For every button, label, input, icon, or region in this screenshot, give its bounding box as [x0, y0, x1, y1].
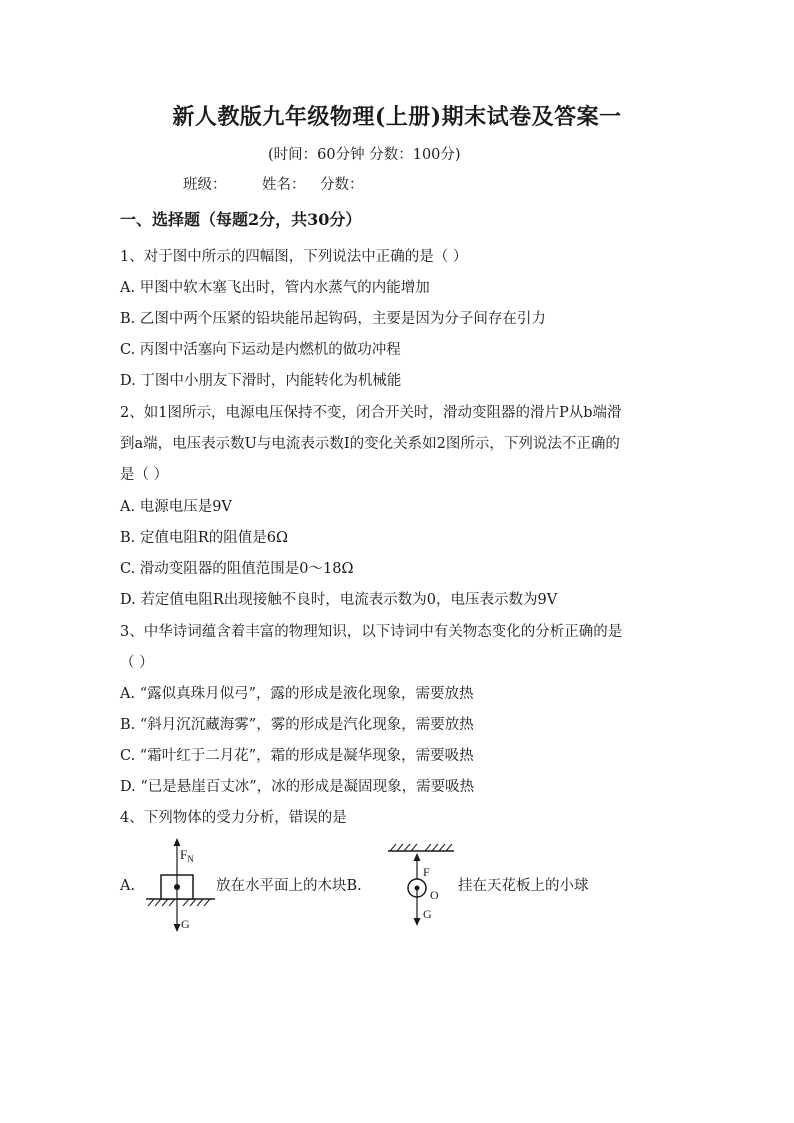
- ball-gravity-arrowhead: [414, 918, 421, 926]
- block-force-diagram: [140, 838, 220, 938]
- section-heading-choice: 一、选择题（每题2分，共30分）: [120, 210, 362, 229]
- q4-stem: 4、下列物体的受力分析，错误的是: [120, 810, 347, 826]
- q1-option-b: B. 乙图中两个压紧的铅块能吊起钩码，主要是因为分子间存在引力: [120, 311, 546, 327]
- normal-force-label: $F_N$: [180, 847, 194, 864]
- q3-stem-line2: （ ）: [120, 655, 154, 671]
- q2-option-c: C. 滑动变阻器的阻值范围是0～18Ω: [120, 561, 354, 577]
- q1-option-a: A. 甲图中软木塞飞出时，管内水蒸气的内能增加: [120, 280, 430, 296]
- q1-stem: 1、对于图中所示的四幅图，下列说法中正确的是（ ）: [120, 249, 468, 265]
- q2-option-b: B. 定值电阻R的阻值是6Ω: [120, 530, 289, 546]
- ball-force-diagram: [382, 842, 462, 932]
- q3-stem-line1: 3、中华诗词蕴含着丰富的物理知识，以下诗词中有关物态变化的分析正确的是: [120, 624, 623, 640]
- name-label: 姓名：: [262, 177, 306, 193]
- q2-option-d: D. 若定值电阻R出现接触不良时，电流表示数为0，电压表示数为9V: [120, 592, 558, 608]
- ceiling-hatching: [390, 844, 452, 851]
- q1-option-d: D. 丁图中小朋友下滑时，内能转化为机械能: [120, 373, 402, 389]
- q2-stem-line1: 2、如1图所示，电源电压保持不变，闭合开关时，滑动变阻器的滑片P从b端滑: [120, 405, 622, 421]
- q3-option-c: C. “霜叶红于二月花”，霜的形成是凝华现象，需要吸热: [120, 748, 474, 764]
- q1-option-c: C. 丙图中活塞向下运动是内燃机的做功冲程: [120, 342, 401, 358]
- q3-option-b: B. “斜月沉沉藏海雾”，雾的形成是汽化现象，需要放热: [120, 717, 474, 733]
- tension-label: F: [423, 865, 430, 879]
- exam-time-score: (时间：60分钟 分数：100分): [268, 147, 461, 163]
- gravity-arrowhead: [174, 924, 181, 932]
- page-title: 新人教版九年级物理(上册)期末试卷及答案一: [172, 104, 622, 130]
- score-label: 分数：: [320, 177, 364, 193]
- tension-arrowhead: [414, 853, 421, 861]
- class-label: 班级：: [183, 177, 227, 193]
- q2-stem-line3: 是（ ）: [120, 467, 169, 483]
- q3-option-a: A. “露似真珠月似弓”，露的形成是液化现象，需要放热: [120, 686, 474, 702]
- normal-force-arrowhead: [174, 838, 181, 846]
- q3-option-d: D. “已是悬崖百丈冰”，冰的形成是凝固现象，需要吸热: [120, 779, 475, 795]
- surface-hatching: [148, 899, 210, 906]
- q2-option-a: A. 电源电压是9V: [120, 499, 232, 515]
- gravity-label: G: [181, 917, 190, 931]
- q4-option-b-text: 挂在天花板上的小球: [458, 878, 589, 894]
- center-of-mass-dot: [174, 884, 180, 890]
- ball-gravity-label: G: [423, 907, 432, 921]
- q4-option-a-text: 放在水平面上的木块B.: [216, 878, 362, 894]
- center-o-label: O: [430, 888, 439, 902]
- q2-stem-line2: 到a端，电压表示数U与电流表示数I的变化关系如2图所示，下列说法不正确的: [120, 436, 620, 452]
- q4-option-a-label: A.: [120, 878, 136, 894]
